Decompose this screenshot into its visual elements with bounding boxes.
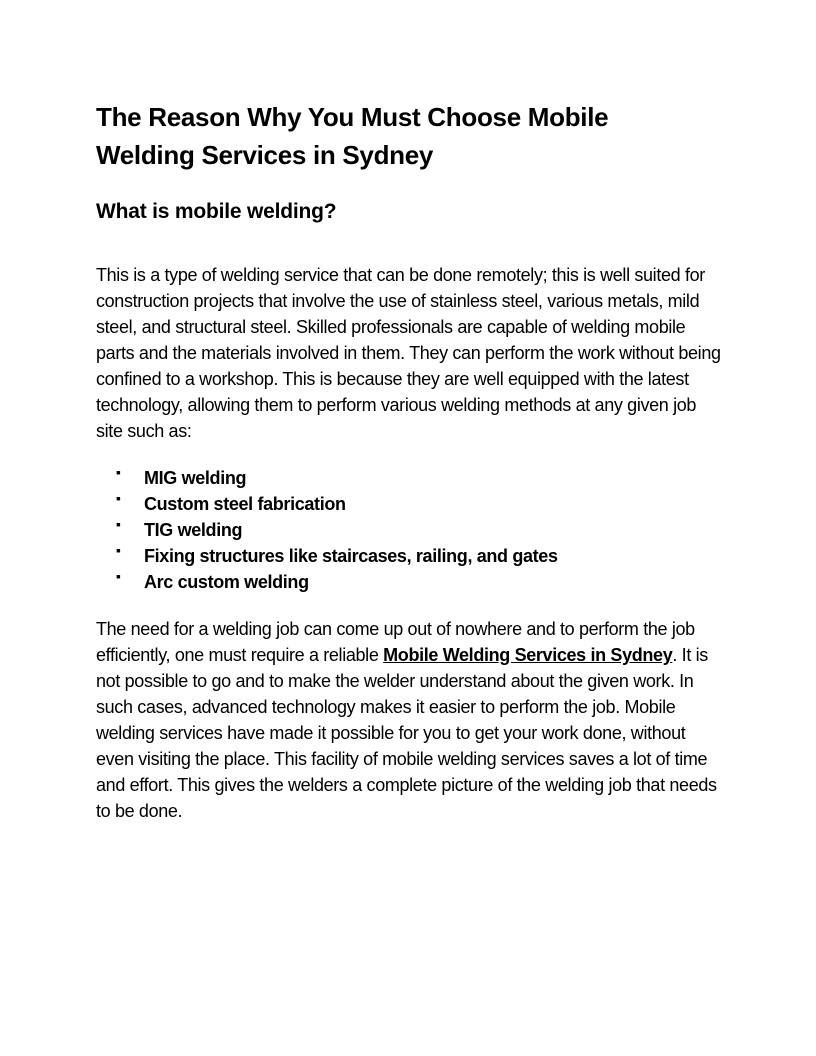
list-item-label: TIG welding: [144, 520, 243, 540]
list-item: [96, 543, 726, 569]
closing-text-before-link: The need for a welding job can come up out of nowhere and to perform the job efficiently, one must require a reliable: [96, 619, 695, 665]
bullet-icon: ▪: [116, 542, 121, 558]
closing-text-after-link: . It is not possible to go and to make the welder understand about the given work. In such cases, advanced technology makes it easier to perform the job. Mobile welding services have made it possible for you to get your work done, without even visiting the place. This facility of mobile welding services saves a lot of time and effort. This gives the welders a complete picture of the welding job that needs to be done.: [96, 645, 717, 821]
closing-paragraph: [96, 616, 726, 824]
list-item: [96, 465, 726, 491]
title-line-1: The Reason Why You Must Choose Mobile: [96, 102, 609, 132]
welding-methods-list: [96, 465, 726, 595]
section-heading: What is mobile welding?: [96, 200, 337, 223]
bullet-icon: ▪: [116, 516, 121, 532]
intro-paragraph: This is a type of welding service that can be done remotely; this is well suited for construction projects that involve the use of stainless steel, various metals, mild steel, and structural steel. Skilled professionals are capable of welding mobile parts and the materials involved in them. They can perform the work without being confined to a workshop. This is because they are well equipped with the latest technology, allowing them to perform various welding methods at any given job site such as:: [96, 265, 721, 441]
bullet-icon: ▪: [116, 464, 121, 480]
list-item-label: Fixing structures like staircases, railing, and gates: [144, 546, 558, 566]
list-item-label: Custom steel fabrication: [144, 494, 346, 514]
bullet-icon: ▪: [116, 568, 121, 584]
document-title: [96, 98, 726, 174]
title-line-2: Welding Services in Sydney: [96, 140, 434, 170]
mobile-welding-services-link[interactable]: Mobile Welding Services in Sydney: [383, 645, 673, 665]
document-page: [96, 98, 726, 824]
list-item-label: Arc custom welding: [144, 572, 309, 592]
list-item: [96, 569, 726, 595]
bullet-icon: ▪: [116, 490, 121, 506]
list-item-label: MIG welding: [144, 468, 247, 488]
list-item: [96, 491, 726, 517]
list-item: [96, 517, 726, 543]
